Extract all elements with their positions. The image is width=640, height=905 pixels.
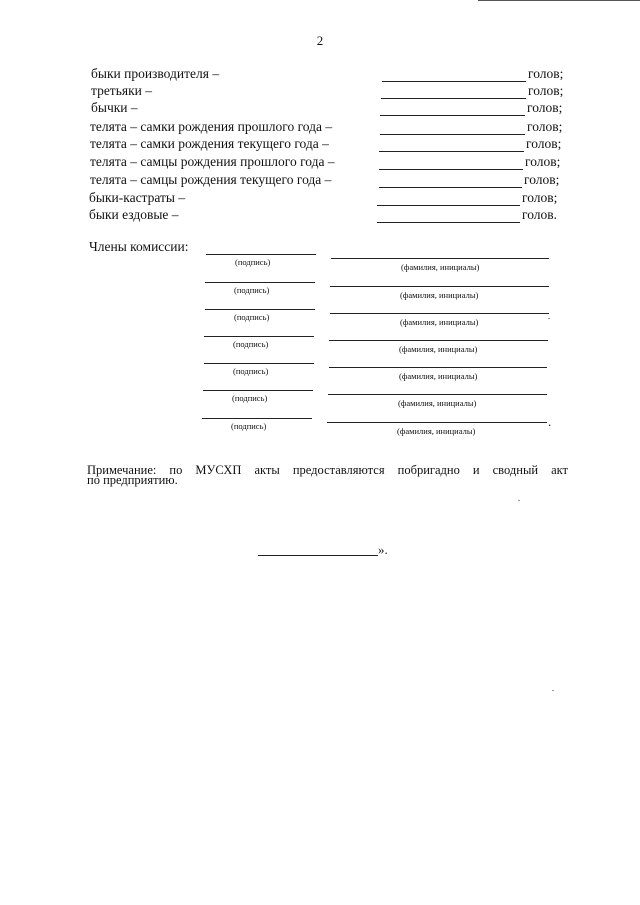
livestock-label: быки-кастраты – (89, 190, 186, 205)
signature-caption: (подпись) (235, 257, 271, 267)
livestock-row (0, 100, 640, 118)
note-line-1: Примечание: по МУСХП акты предоставляются побригадно и сводный акт (87, 463, 568, 477)
livestock-label: быки производителя – (91, 66, 220, 81)
count-blank-field (377, 222, 520, 223)
scan-speck (518, 500, 520, 501)
name-caption: (фамилия, инициалы) (400, 290, 479, 300)
name-line (328, 394, 547, 395)
name-caption: (фамилия, инициалы) (399, 344, 478, 354)
count-blank-field (382, 81, 526, 82)
name-line (327, 422, 547, 423)
count-unit: голов; (526, 136, 562, 151)
name-line (331, 258, 549, 259)
count-blank-field (377, 205, 520, 206)
count-blank-field (380, 134, 525, 135)
signature-line (204, 336, 314, 337)
livestock-row (0, 190, 640, 208)
livestock-row (0, 136, 640, 154)
livestock-row (0, 119, 640, 137)
name-line (329, 340, 548, 341)
count-blank-field (379, 169, 523, 170)
signature-caption: (подпись) (234, 312, 270, 322)
count-unit: голов; (527, 100, 563, 115)
livestock-label: телята – самцы рождения текущего года – (90, 172, 332, 187)
closing-quote: ». (378, 542, 388, 557)
livestock-row (0, 154, 640, 172)
signature-list-terminator: . (548, 414, 552, 429)
count-blank-field (381, 98, 526, 99)
scan-speck (548, 318, 550, 319)
scan-edge-mark (478, 0, 640, 1)
commission-title: Члены комиссии: (89, 239, 189, 254)
signature-line (206, 254, 316, 255)
count-blank-field (379, 151, 524, 152)
livestock-label: телята – самцы рождения прошлого года – (90, 154, 335, 169)
livestock-label: третьяки – (91, 83, 152, 98)
count-unit: голов; (525, 154, 561, 169)
name-line (329, 367, 547, 368)
livestock-row (0, 83, 640, 101)
signature-caption: (подпись) (232, 393, 268, 403)
name-caption: (фамилия, инициалы) (397, 426, 476, 436)
signature-caption: (подпись) (234, 285, 270, 295)
count-unit: голов; (527, 119, 563, 134)
note-line-2: по предприятию. (87, 473, 178, 487)
count-unit: голов; (528, 83, 564, 98)
count-unit: голов; (522, 190, 558, 205)
signature-line (204, 363, 314, 364)
livestock-label: телята – самки рождения текущего года – (90, 136, 329, 151)
livestock-label: телята – самки рождения прошлого года – (90, 119, 333, 134)
signature-caption: (подпись) (231, 421, 267, 431)
signature-caption: (подпись) (233, 339, 269, 349)
signature-line (202, 418, 312, 419)
livestock-row (0, 207, 640, 225)
name-line (330, 286, 549, 287)
count-unit: голов; (528, 66, 564, 81)
livestock-row (0, 172, 640, 190)
livestock-label: быки ездовые – (89, 207, 179, 222)
count-blank-field (379, 187, 522, 188)
page-number: 2 (316, 33, 324, 48)
signature-line (205, 309, 315, 310)
livestock-row (0, 66, 640, 84)
name-caption: (фамилия, инициалы) (398, 398, 477, 408)
count-blank-field (380, 115, 525, 116)
name-caption: (фамилия, инициалы) (401, 262, 480, 272)
scan-speck (552, 690, 554, 691)
name-caption: (фамилия, инициалы) (400, 317, 479, 327)
name-caption: (фамилия, инициалы) (399, 371, 478, 381)
signature-line (205, 282, 315, 283)
closing-blank-field (258, 555, 378, 556)
name-line (330, 313, 549, 314)
signature-line (203, 390, 313, 391)
livestock-label: бычки – (91, 100, 138, 115)
count-unit: голов; (524, 172, 560, 187)
count-unit: голов. (522, 207, 558, 222)
signature-caption: (подпись) (233, 366, 269, 376)
